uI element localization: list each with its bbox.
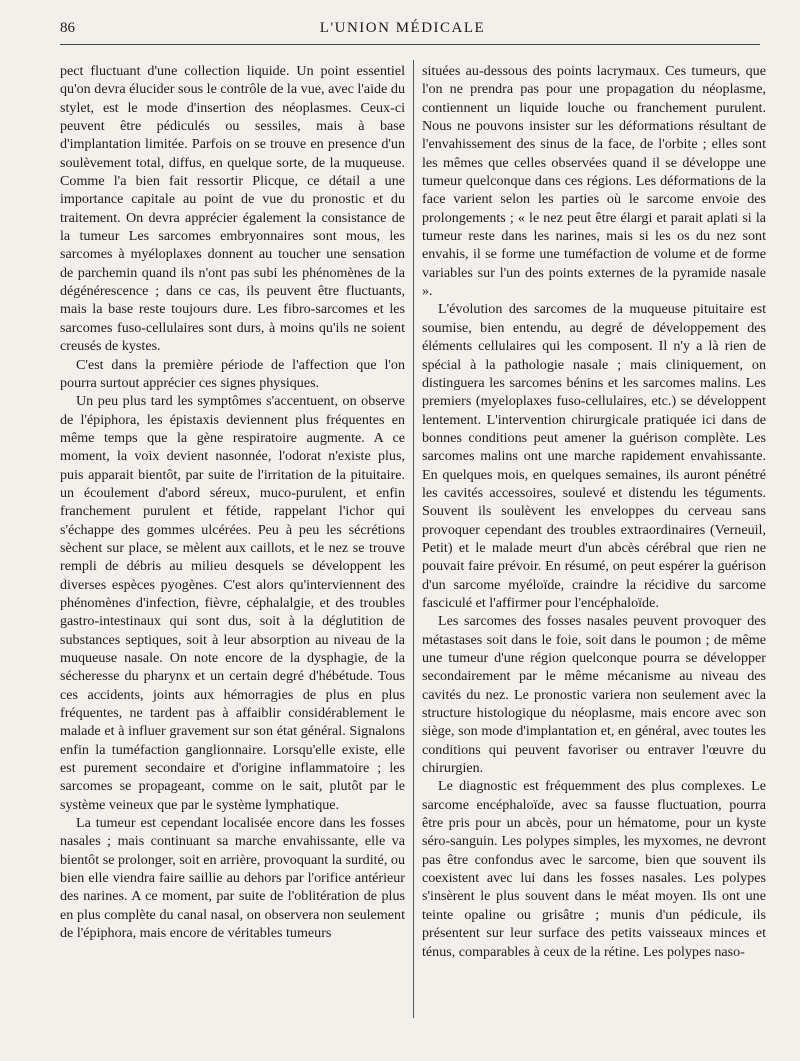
paragraph: Le diagnostic est fréquemment des plus complexes. Le sarcome encéphaloïde, avec sa fausse fluctuation, pourra être pris pour un abcès, pour un hématome, pour un kyste séro-sanguin. Les polypes simples, les myxomes, ne devront pas être confondus avec le sarcome, bien que souvent ils coexistent avec lui dans les fosses nasales. Les polypes s'insèrent le plus souvent dans le méat moyen. Ils ont une teinte opaline ou grisâtre ; munis d'un pédicule, ils présentent sur leur surface des petits vaisseaux minces et ténus, comparables à ceux de la rétine. Les polypes naso-	[422, 778, 766, 960]
paragraph: situées au-dessous des points lacrymaux. Ces tumeurs, que l'on ne prendra pas pour une propagation du néoplasme, contiennent un liquide louche ou franchement purulent. Nous ne pouvons insister sur les déformations résultant de l'envahissement des sinus de la face, de l'orbite ; elles sont les mêmes que celles observées quand il se développe une tumeur quelconque dans ces régions. Les déformations de la face varient selon les parties où le sarcome envoie des prolongements ; « le nez peut être élargi et parait aplati si la tumeur reste dans les narines, mais si les os du nez sont envahis, il se forme une tuméfaction de volume et de forme variables sur l'un des points externes de la pyramide nasale ».	[422, 63, 766, 300]
paragraph: Les sarcomes des fosses nasales peuvent provoquer des métastases soit dans le foie, soit dans le poumon ; de même une tumeur d'une région quelconque pourra se développer secondairement par le même mécanisme au niveau des cavités du nez. Le pronostic variera non seulement avec la structure histologique du néoplasme, mais encore avec son siège, son mode d'implantation et, en général, avec toutes les conditions qui peuvent favoriser ou entraver l'œuvre du chirurgien.	[422, 613, 766, 777]
paragraph: pect fluctuant d'une collection liquide. Un point essentiel qu'on devra élucider sous le contrôle de la vue, avec l'aide du stylet, est le mode d'insertion des néoplasmes. Ceux-ci peuvent être pédiculés ou sessiles, mais à base d'implantation limitée. Parfois on se trouve en presence d'un soulèvement total, diffus, en quelque sorte, de la muqueuse. Comme l'a bien fait ressortir Plicque, ce détail a une importance capitale au point de vue du pronostic et du traitement. On devra apprécier également la consistance de la tumeur Les sarcomes embryonnaires sont mous, les sarcomes à myéloplaxes donnent au toucher une sensation de parchemin quand ils n'ont pas subi les phénomènes de la dégénérescence ; dans ce cas, ils peuvent être fluctuants, mais la base reste toujours dure. Les fibro-sarcomes et les sarcomes fuso-cellulaires sont durs, à moins qu'ils ne soient creusés de kystes.	[60, 63, 405, 355]
paragraph: La tumeur est cependant localisée encore dans les fosses nasales ; mais continuant sa marche envahissante, elle va bientôt se prolonger, soit en arrière, provoquant la surdité, ou bien elle viendra faire saillie au dehors par l'orifice antérieur des narines. A ce moment, par suite de l'oblitération de plus en plus complète du canal nasal, on observera non seulement de l'épiphora, mais encore de véritables tumeurs	[60, 815, 405, 942]
left-column	[60, 62, 405, 943]
paragraph: C'est dans la première période de l'affection que l'on pourra surtout apprécier ces signes physiques.	[60, 356, 405, 391]
column-rule	[413, 60, 414, 1018]
right-column	[422, 62, 766, 961]
page-header	[60, 14, 760, 42]
header-rule	[60, 44, 760, 45]
journal-title: L'UNION MÉDICALE	[319, 19, 486, 36]
paragraph: L'évolution des sarcomes de la muqueuse pituitaire est soumise, bien entendu, au degré de développement des éléments cellulaires qui les composent. Il n'y a là rien de spécial à la pathologie nasale ; mais cliniquement, on distinguera les sarcomes bénins et les sarcomes malins. Les premiers (myeloplaxes fuso-cellulaires, etc.) se développent lentement. L'intervention chirurgicale pratiquée ici dans de bonnes conditions peut amener la guérison complète. Les sarcomes malins ont une marche rapidement envahissante. En quelques mois, en quelques semaines, ils auront pénétré les cavités accessoires, soulevé et distendu les téguments. Souvent ils soulèvent les enveloppes du cerveau sans provoquer cependant des troubles extraordinaires (Verneuil, Petit) et le malade meurt d'un abcès cérébral que rien ne pouvait faire prévoir. En résumé, on peut espérer la guérison d'un sarcome myéloïde, craindre la récidive du sarcome fasciculé et l'affirmer pour l'encéphaloïde.	[422, 301, 766, 611]
page-number: 86	[60, 19, 75, 36]
paragraph: Un peu plus tard les symptômes s'accentuent, on observe de l'épiphora, les épistaxis deviennent plus fréquentes en même temps que la gène respiratoire augmente. A ce moment, la voix devient nasonnée, l'odorat n'existe plus, puis apparait bientôt, par suite de l'irritation de la pituitaire. un écoulement d'abord séreux, muco-purulent, et enfin franchement purulent et fétide, rappelant l'ichor qui s'échappe des gommes ulcérées. Peu à peu les sécrétions sèchent sur place, se mèlent aux caillots, et le nez se trouve rempli de débris au milieu desquels se développent les diverses espèces pyogènes. C'est alors qu'interviennent des phénomènes d'infection, fièvre, céphalalgie, et des troubles gastro-intestinaux qui sont dus, soit à la déglutition de substances septiques, soit à leur absorption au niveau de la muqueuse nasale. On note encore de la dysphagie, de la sécheresse du pharynx et un certain degré d'hébétude. Tous ces accidents, joints aux hémorragies de plus en plus fréquentes, ne tardent pas à affaiblir considérablement le malade et à influer gravement sur son état général. Signalons enfin la tuméfaction ganglionnaire. Lorsqu'elle existe, elle est purement secondaire et d'origine inflammatoire ; les sarcomes se propageant, comme on le sait, plutôt par le système veineux que par le système lymphatique.	[60, 393, 405, 813]
